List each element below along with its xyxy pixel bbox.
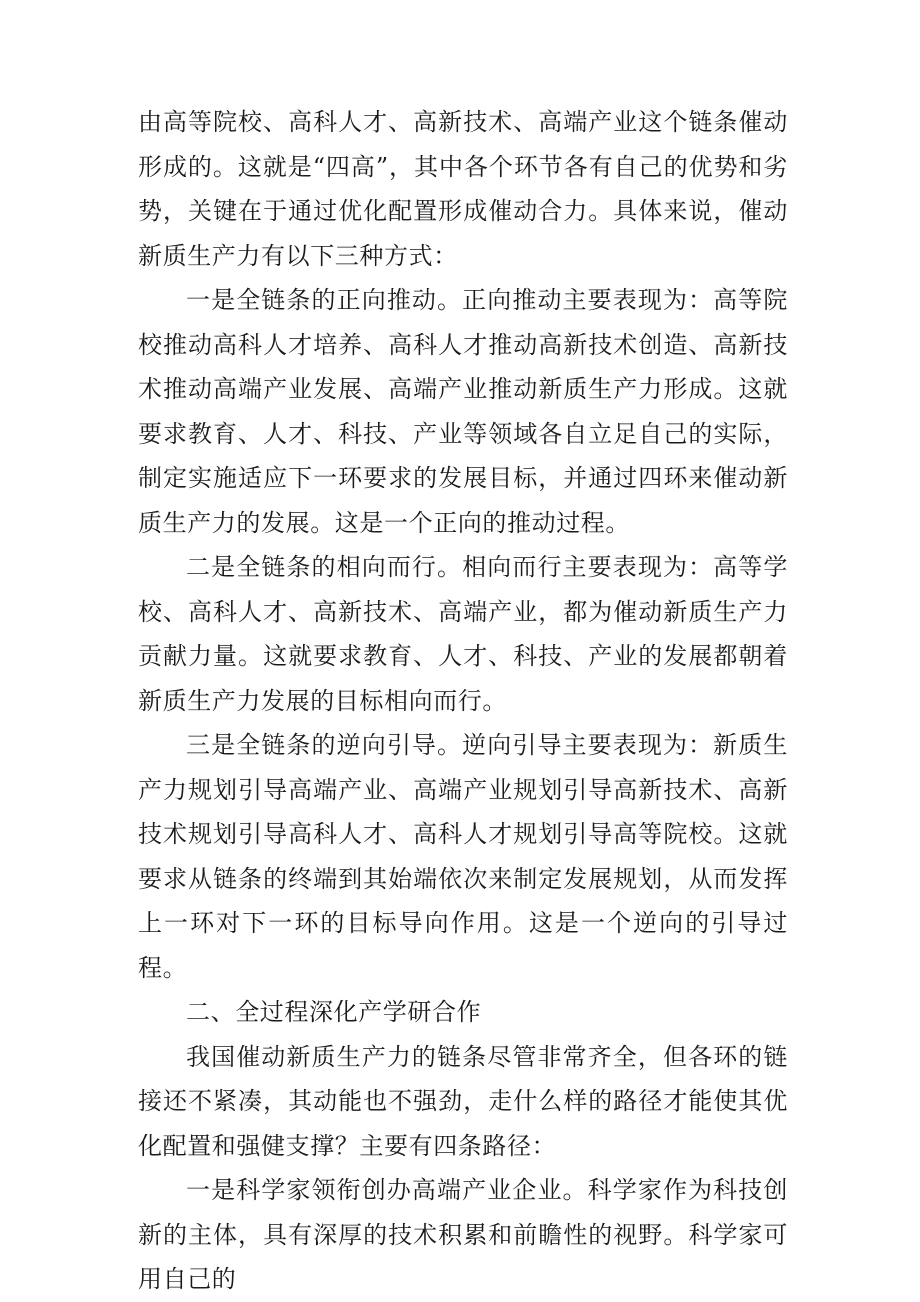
document-body [138, 100, 788, 1302]
section-heading: 二、全过程深化产学研合作 [186, 998, 482, 1026]
paragraph-forward-push: 一是全链条的正向推动。正向推动主要表现为：高等院校推动高科人才培养、高科人才推动高新技术创造、高新技术推动高端产业发展、高端产业推动新质生产力形成。这就要求教育、人才、科技、产业等领域各自立足自己的实际，制定实施适应下一环要求的发展目标，并通过四环来催动新质生产力的发展。这是一个正向的推动过程。 [138, 286, 788, 537]
paragraph-scientist-led: 一是科学家领衔创办高端产业企业。科学家作为科技创新的主体，具有深厚的技术积累和前瞻性的视野。科学家可用自己的 [138, 1176, 788, 1293]
paragraph-parallel-progress: 二是全链条的相向而行。相向而行主要表现为：高等学校、高科人才、高新技术、高端产业，都为催动新质生产力贡献力量。这就要求教育、人才、科技、产业的发展都朝着新质生产力发展的目标相向而行。 [138, 553, 788, 715]
paragraph-reverse-guidance: 三是全链条的逆向引导。逆向引导主要表现为：新质生产力规划引导高端产业、高端产业规划引导高新技术、高新技术规划引导高科人才、高科人才规划引导高等院校。这就要求从链条的终端到其始端依次来制定发展规划，从而发挥上一环对下一环的目标导向作用。这是一个逆向的引导过程。 [138, 731, 788, 982]
paragraph-continuation: 由高等院校、高科人才、高新技术、高端产业这个链条催动形成的。这就是“四高”，其中各个环节各有自己的优势和劣势，关键在于通过优化配置形成催动合力。具体来说，催动新质生产力有以下三种方式： [138, 108, 788, 270]
paragraph-chain-intro: 我国催动新质生产力的链条尽管非常齐全，但各环的链接还不紧凑，其动能也不强劲，走什么样的路径才能使其优化配置和强健支撑？主要有四条路径： [138, 1042, 788, 1160]
